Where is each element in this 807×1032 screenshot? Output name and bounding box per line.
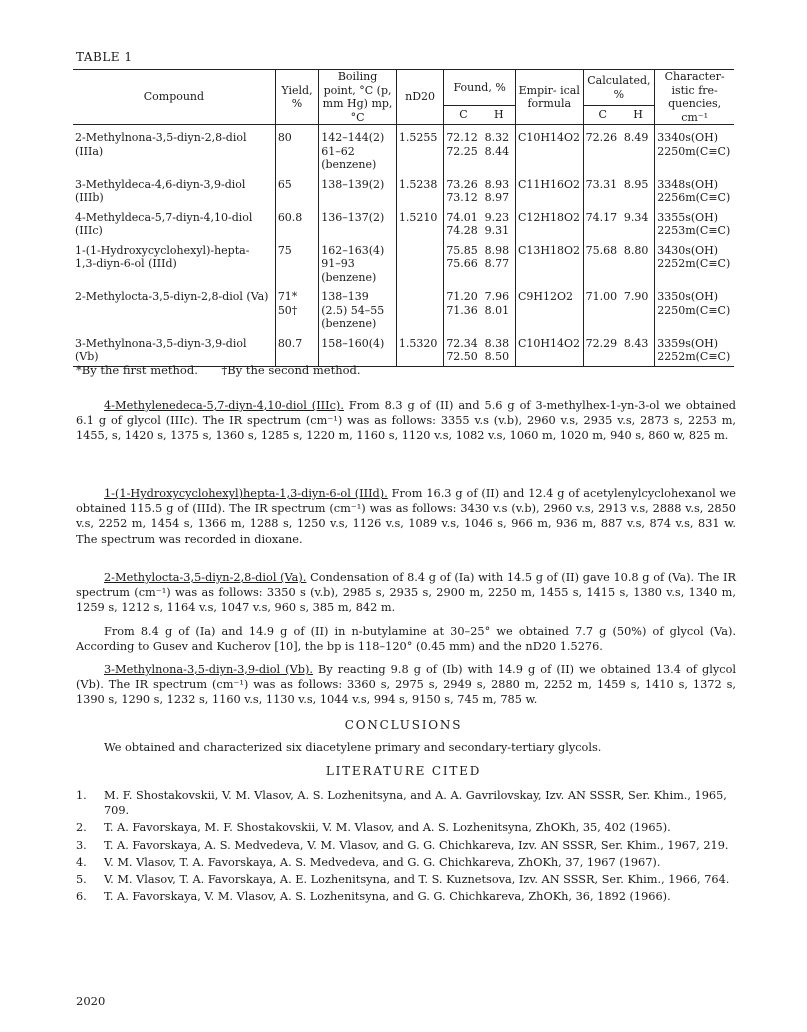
cell-bp: 138–139(2)	[319, 172, 397, 205]
cell-found-c: 71.20 71.36	[444, 284, 483, 331]
table-row	[73, 125, 734, 172]
cell-found-c: 72.34 72.50	[444, 331, 483, 367]
cell-compound: 2-Methylnona-3,5-diyn-2,8-diol (IIIa)	[75, 131, 247, 158]
cell-found-h: 9.23 9.31	[484, 210, 510, 237]
col-compound: Compound	[73, 70, 275, 125]
cell-found-h: 7.96 8.01	[484, 290, 510, 317]
reference-text: M. F. Shostakovskii, V. M. Vlasov, A. S. Lozhenitsyna, and A. A. Gavrilovskay, Izv. AN SSSR, Ser. Khim., 1965, 709.	[104, 789, 727, 818]
paragraph-va-alt	[76, 624, 736, 654]
col-yield: Yield, %	[275, 70, 318, 125]
cell-found-c: 74.01 74.28	[444, 205, 483, 238]
conclusions-title: CONCLUSIONS	[344, 718, 463, 732]
reference-item	[76, 855, 736, 870]
cell-found-h: 8.98 8.77	[484, 243, 510, 270]
cell-compound: 4-Methyldeca-5,7-diyn-4,10-diol (IIIc)	[75, 210, 253, 237]
cell-yield: 80.7	[275, 331, 318, 367]
cell-formula: C11H16O2	[515, 172, 583, 205]
table-row	[73, 205, 734, 238]
paragraph-body: By reacting 9.8 g of (Ib) with 14.9 g of (II) we obtained 13.4 of glycol (Vb). The IR spectrum (cm⁻¹) was as follows: 3360 s, 2975 s, 2949 s, 2880 m, 2252 m, 1459 s, 1410 s, 1372 s, 1390 s, 1290 s, 1232 s, 1160 v.s, 1130 v.s, 1044 v.s, 994 s, 9150 s, 745 m, 785 w.	[76, 663, 736, 707]
footnote-second: †By the second method.	[221, 363, 361, 377]
paragraph-heading: 2-Methylocta-3,5-diyn-2,8-diol (Va).	[104, 571, 307, 584]
table-row	[73, 172, 734, 205]
cell-nd: 1.5255	[396, 125, 443, 172]
cell-found-c: 72.12 72.25	[444, 125, 483, 172]
reference-number: 2.	[76, 821, 87, 835]
reference-text: T. A. Favorskaya, V. M. Vlasov, A. S. Lozhenitsyna, and G. G. Chichkareva, ZhOKh, 36, 1892 (1966).	[104, 890, 671, 904]
cell-ir: 3430s(OH) 2252m(C≡C)	[655, 238, 734, 285]
cell-calc-h: 8.49	[623, 131, 649, 144]
cell-ir: 3350s(OH) 2250m(C≡C)	[655, 284, 734, 331]
cell-ir: 3348s(OH) 2256m(C≡C)	[655, 172, 734, 205]
col-boiling: Boiling point, °C (p, mm Hg) mp, °C	[319, 70, 397, 125]
reference-list	[76, 788, 736, 906]
cell-yield: 65	[275, 172, 318, 205]
col-found-h: H	[483, 106, 516, 125]
table-row	[73, 238, 734, 285]
cell-bp: 136–137(2)	[319, 205, 397, 238]
col-calculated: Calculated, %	[583, 70, 655, 106]
cell-calc-c: 72.29	[583, 331, 622, 367]
cell-formula: C10H14O2	[515, 125, 583, 172]
reference-number: 4.	[76, 855, 87, 869]
data-table	[73, 69, 734, 367]
cell-bp: 162–163(4) 91–93 (benzene)	[319, 238, 397, 285]
paragraph-vb	[76, 662, 736, 708]
paragraph-iiid	[76, 486, 736, 547]
cell-nd: 1.5210	[396, 205, 443, 238]
cell-yield: 80	[275, 125, 318, 172]
col-calc-h: H	[622, 106, 655, 125]
col-ir: Character- istic fre- quencies, cm⁻¹	[655, 70, 734, 125]
reference-text: T. A. Favorskaya, A. S. Medvedeva, V. M. Vlasov, and G. G. Chichkareva, Izv. AN SSSR, Ser. Khim., 1967, 219.	[104, 838, 729, 852]
col-found: Found, %	[444, 70, 516, 106]
cell-found-c: 73.26 73.12	[444, 172, 483, 205]
footnote-first: *By the first method.	[76, 363, 198, 377]
reference-item	[76, 788, 736, 818]
paragraph-body: From 8.3 g of (II) and 5.6 g of 3-methylhex-1-yn-3-ol we obtained 6.1 g of glycol (IIIc). The IR spectrum (cm⁻¹) was as follows: 3355 v.s (v.b), 2960 v.s, 2935 v.s, 2873 s, 2253 m, 1455, s, 1420 s, 1375 s, 1360 s, 1285 s, 1220 m, 1160 s, 1120 v.s, 1082 v.s, 1060 m, 1020 m, 940 s, 860 w, 825 m.	[76, 399, 736, 443]
cell-calc-c: 73.31	[583, 172, 622, 205]
col-found-c: C	[444, 106, 483, 125]
cell-found-h: 8.32 8.44	[484, 131, 510, 158]
paragraph-body: Condensation of 8.4 g of (Ia) with 14.5 g of (II) gave 10.8 g of (Va). The IR spectrum (cm⁻¹) was as follows: 3350 s (v.b), 2985 s, 2935 s, 2900 m, 2250 m, 1455 s, 1415 s, 1380 v.s, 1340 m, 1259 s, 1212 s, 1164 v.s, 1047 v.s, 960 s, 385 m, 842 m.	[76, 571, 736, 615]
cell-calc-c: 75.68	[583, 238, 622, 285]
reference-number: 1.	[76, 789, 87, 802]
cell-bp: 138–139 (2.5) 54–55 (benzene)	[319, 284, 397, 331]
paragraph-heading: 4-Methylenedeca-5,7-diyn-4,10-diol (IIIc).	[104, 399, 344, 412]
cell-nd	[396, 238, 443, 285]
reference-text: V. M. Vlasov, T. A. Favorskaya, A. S. Medvedeva, and G. G. Chichkareva, ZhOKh, 37, 1967 (1967).	[104, 855, 661, 869]
paragraph-body: From 16.3 g of (II) and 12.4 g of acetylenylcyclohexanol we obtained 115.5 g of (IIId). The IR spectrum (cm⁻¹) was as follows: 3430 v.s (v.b), 2960 v.s, 2913 v.s, 2888 v.s, 2850 v.s, 2252 m, 1454 s, 1366 m, 1288 s, 1250 v.s, 1126 v.s, 1089 v.s, 1046 s, 966 m, 936 m, 887 v.s, 874 v.s, 831 w. The spectrum was recorded in dioxane.	[76, 487, 736, 546]
table-footnote	[76, 363, 381, 377]
page-number: 2020	[76, 994, 106, 1008]
paragraph-va	[76, 570, 736, 616]
paragraph-body: From 8.4 g of (Ia) and 14.9 g of (II) in n-butylamine at 30–25° we obtained 7.7 g (50%) of glycol (Va). According to Gusev and Kucherov [10], the bp is 118–120° (0.45 mm) and the nD20 1.5276.	[76, 625, 736, 654]
cell-bp: 142–144(2) 61–62 (benzene)	[319, 125, 397, 172]
cell-calc-h: 9.34	[623, 210, 649, 224]
literature-title: LITERATURE CITED	[325, 764, 482, 778]
cell-ir: 3355s(OH) 2253m(C≡C)	[655, 205, 734, 238]
cell-nd: 1.5320	[396, 331, 443, 367]
cell-bp: 158–160(4)	[319, 331, 397, 367]
cell-calc-c: 72.26	[583, 125, 622, 172]
reference-item	[76, 838, 736, 853]
reference-number: 6.	[76, 890, 87, 904]
table-row	[73, 331, 734, 367]
cell-calc-h: 8.95	[623, 177, 649, 191]
cell-formula: C12H18O2	[515, 205, 583, 238]
cell-compound: 3-Methyldeca-4,6-diyn-3,9-diol (IIIb)	[75, 177, 246, 204]
reference-number: 3.	[76, 838, 87, 852]
reference-item	[76, 820, 736, 835]
col-nd: nD20	[396, 70, 443, 125]
paragraph-heading: 1-(1-Hydroxycyclohexyl)hepta-1,3-diyn-6-ol (IIId).	[104, 487, 388, 500]
cell-yield: 75	[275, 238, 318, 285]
cell-formula: C9H12O2	[515, 284, 583, 331]
cell-found-h: 8.93 8.97	[484, 177, 510, 204]
reference-item	[76, 889, 736, 904]
cell-compound: 1-(1-Hydroxycyclohexyl)-hepta- 1,3-diyn-6-ol (IIId)	[75, 243, 250, 270]
cell-ir: 3359s(OH) 2252m(C≡C)	[655, 331, 734, 367]
table-title: TABLE 1	[76, 50, 133, 64]
paragraph-iiic	[76, 398, 736, 444]
cell-nd: 1.5238	[396, 172, 443, 205]
cell-yield: 71* 50†	[275, 284, 318, 331]
cell-formula: C10H14O2	[515, 331, 583, 367]
cell-calc-h: 8.80	[623, 243, 649, 257]
cell-ir: 3340s(OH) 2250m(C≡C)	[655, 125, 734, 172]
table-row	[73, 284, 734, 331]
col-calc-c: C	[583, 106, 622, 125]
reference-number: 5.	[76, 873, 87, 887]
cell-compound: 2-Methylocta-3,5-diyn-2,8-diol (Va)	[75, 290, 269, 303]
cell-found-h: 8.38 8.50	[483, 331, 516, 367]
cell-calc-c: 71.00	[583, 284, 622, 331]
reference-text: V. M. Vlasov, T. A. Favorskaya, A. E. Lozhenitsyna, and T. S. Kuznetsova, Izv. AN SSSR, Ser. Khim., 1966, 764.	[104, 873, 730, 887]
cell-calc-h: 8.43	[622, 331, 655, 367]
cell-compound: 3-Methylnona-3,5-diyn-3,9-diol (Vb)	[73, 331, 275, 367]
cell-calc-c: 74.17	[583, 205, 622, 238]
col-empirical: Empir- ical formula	[515, 70, 583, 125]
reference-text: T. A. Favorskaya, M. F. Shostakovskii, V. M. Vlasov, and A. S. Lozhenitsyna, ZhOKh, 35, 402 (1965).	[104, 821, 671, 835]
conclusions-text: We obtained and characterized six diacetylene primary and secondary-tertiary glycols.	[104, 741, 602, 754]
cell-nd	[396, 284, 443, 331]
paragraph-heading: 3-Methylnona-3,5-diyn-3,9-diol (Vb).	[104, 663, 313, 676]
reference-item	[76, 872, 736, 887]
cell-found-c: 75.85 75.66	[444, 238, 483, 285]
cell-formula: C13H18O2	[515, 238, 583, 285]
cell-yield: 60.8	[275, 205, 318, 238]
cell-calc-h: 7.90	[623, 290, 649, 303]
